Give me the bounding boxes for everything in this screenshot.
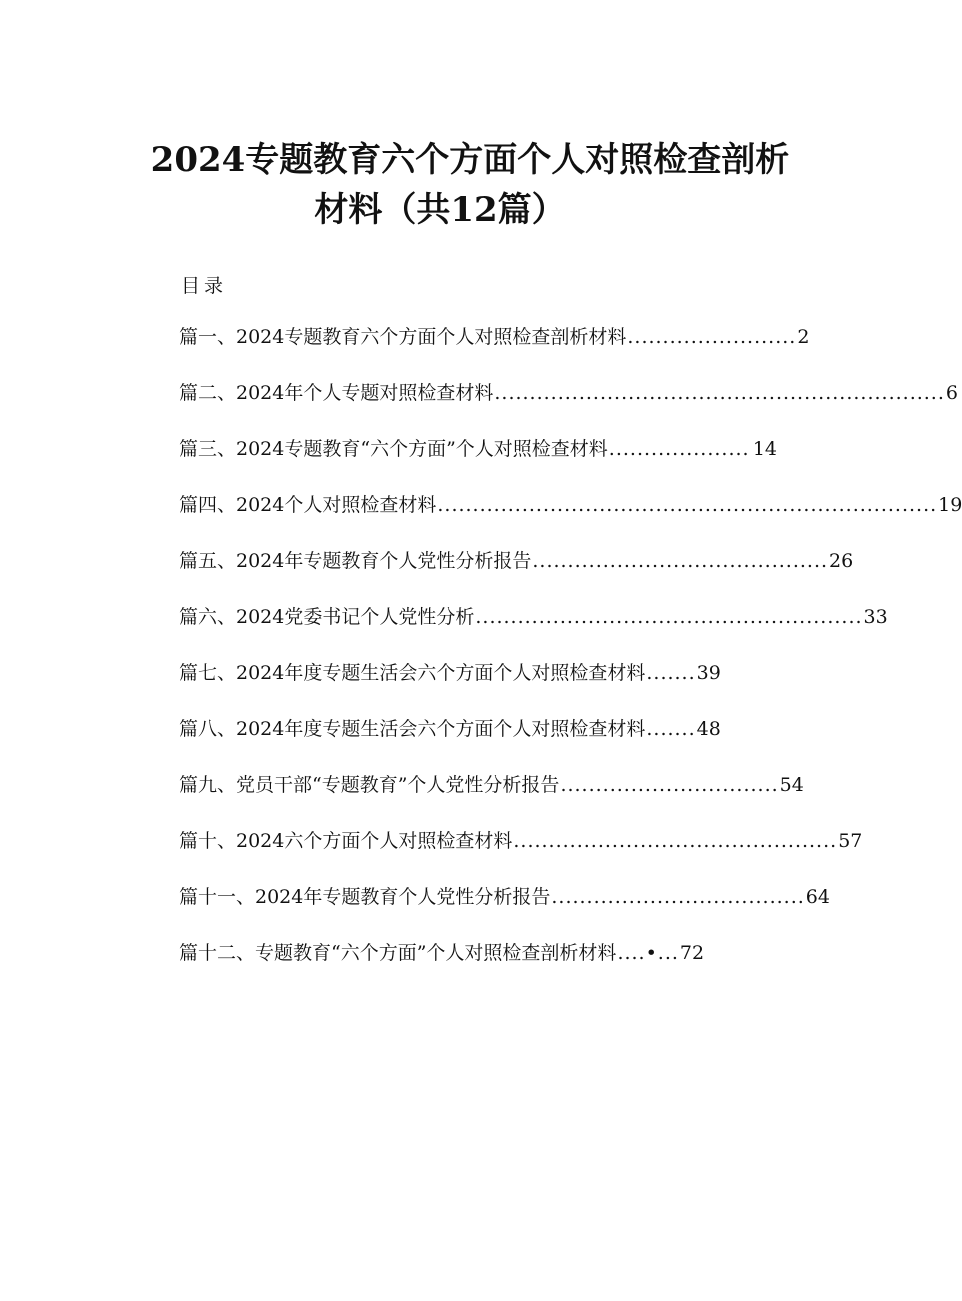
toc-entry-page: 26 <box>829 550 854 572</box>
toc-entry-page: 54 <box>779 774 804 796</box>
toc-entry[interactable] <box>179 770 804 826</box>
toc-entry-title: 篇十、2024六个方面个人对照检查材料 <box>179 830 513 852</box>
toc-entry-page: 64 <box>805 886 830 908</box>
toc-entry-title: 篇二、2024年个人专题对照检查材料 <box>179 382 494 404</box>
toc-entry-page: 2 <box>797 326 810 348</box>
toc-entry[interactable] <box>179 826 863 882</box>
toc-entry-leader: ............................... <box>560 774 779 796</box>
toc-entry[interactable] <box>179 714 777 770</box>
toc-entry-title: 篇八、2024年度专题生活会六个方面个人对照检查材料 <box>179 718 646 740</box>
toc-entry-leader: .......................................... <box>532 550 829 572</box>
toc-entry-title: 篇十二、专题教育“六个方面”个人对照检查剖析材料 <box>179 942 617 964</box>
toc-entry-leader: ....... <box>646 718 696 740</box>
toc-entry-leader: ........................ <box>627 326 797 348</box>
table-of-contents <box>179 322 962 994</box>
toc-entry-title: 篇九、党员干部“专题教育”个人党性分析报告 <box>179 774 560 796</box>
toc-entry[interactable] <box>179 938 777 994</box>
toc-entry-leader: .................................... <box>551 886 805 908</box>
toc-entry[interactable] <box>179 322 810 378</box>
toc-entry-page: 6 <box>945 382 958 404</box>
toc-entry-page: 14 <box>752 438 777 460</box>
toc-entry-leader: ....................................................... <box>475 606 863 628</box>
toc-entry-leader: .............................................. <box>513 830 838 852</box>
toc-entry-title: 篇六、2024党委书记个人党性分析 <box>179 606 475 628</box>
toc-entry-leader: ....... <box>646 662 696 684</box>
toc-entry[interactable] <box>179 490 962 546</box>
toc-entry[interactable] <box>179 546 854 602</box>
toc-entry-page: 33 <box>863 606 888 628</box>
toc-entry-leader: ....•... <box>617 942 679 964</box>
toc-entry-page: 39 <box>696 662 721 684</box>
toc-entry[interactable] <box>179 658 777 714</box>
toc-entry-title: 篇四、2024个人对照检查材料 <box>179 494 437 516</box>
toc-entry-leader: .................... <box>608 438 750 460</box>
document-title-line-1: 2024专题教育六个方面个人对照检查剖析 <box>150 140 790 180</box>
toc-entry-title: 篇三、2024专题教育“六个方面”个人对照检查材料 <box>179 438 608 460</box>
toc-entry-page: 57 <box>838 830 863 852</box>
toc-entry-title: 篇五、2024年专题教育个人党性分析报告 <box>179 550 532 572</box>
toc-entry-leader: ................................................................ <box>494 382 945 404</box>
toc-entry[interactable] <box>179 434 777 490</box>
toc-entry-title: 篇一、2024专题教育六个方面个人对照检查剖析材料 <box>179 326 627 348</box>
toc-entry-title: 篇七、2024年度专题生活会六个方面个人对照检查材料 <box>179 662 646 684</box>
document-title-line-2: 材料（共12篇） <box>314 190 566 230</box>
toc-entry-title: 篇十一、2024年专题教育个人党性分析报告 <box>179 886 551 908</box>
toc-entry-page: 19 <box>938 494 962 516</box>
toc-entry-leader: ....................................................................... <box>437 494 938 516</box>
toc-heading: 目录 <box>181 275 228 297</box>
toc-entry-page: 72 <box>679 942 705 964</box>
toc-entry-page: 48 <box>696 718 721 740</box>
toc-entry[interactable] <box>179 882 830 938</box>
toc-entry[interactable] <box>179 378 958 434</box>
toc-entry[interactable] <box>179 602 888 658</box>
